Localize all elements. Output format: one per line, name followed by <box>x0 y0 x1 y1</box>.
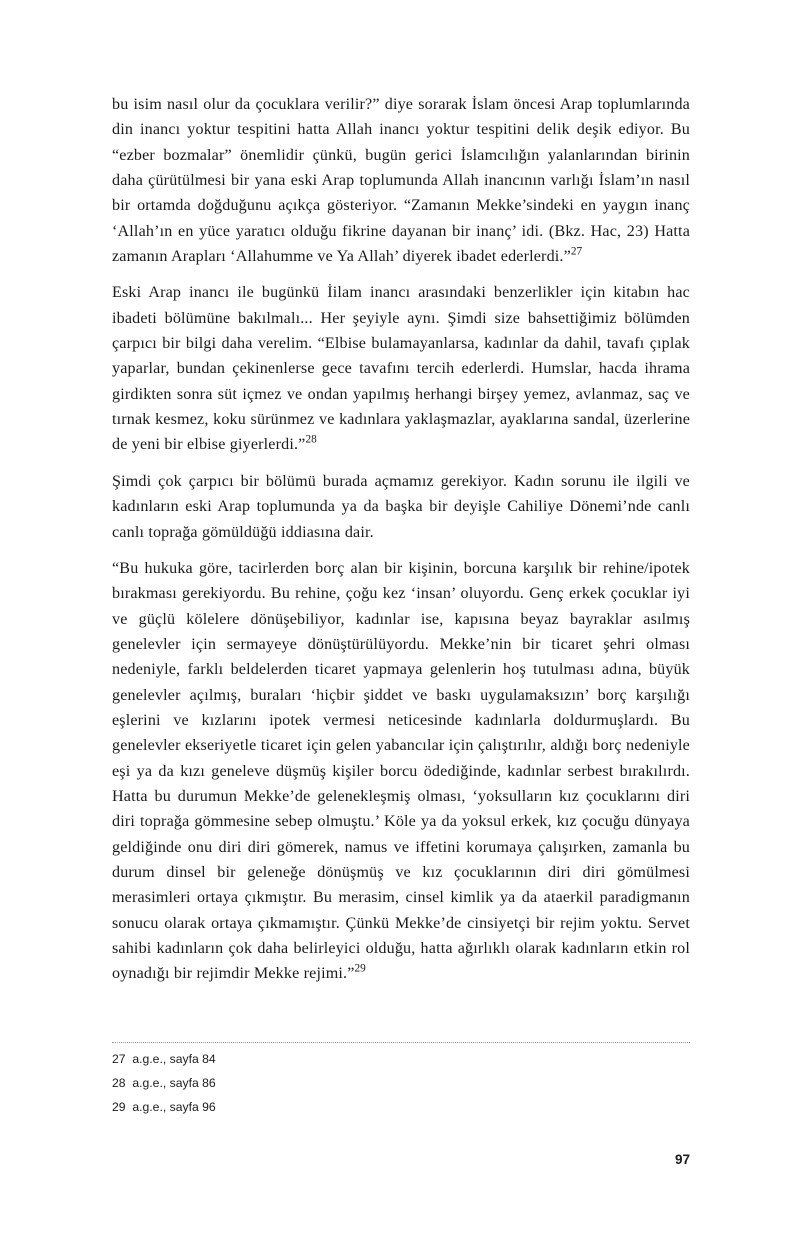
footnote-list <box>112 1047 690 1120</box>
footnote-text: a.g.e., sayfa 96 <box>132 1100 216 1115</box>
footnote-number: 29 <box>112 1100 126 1115</box>
footnote-number: 28 <box>112 1076 126 1091</box>
paragraph-text: bu isim nasıl olur da çocuklara verilir?” diye sorarak İslam öncesi Arap toplumlarında din inancı yoktur tespitini hatta Allah inancı yoktur tespitini delik deşik ediyor. Bu “ezber bozmalar” önemlidir çünkü, bugün gerici İslamcılığın yalanlarından birinin daha çürütülmesi bir yana eski Arap toplumunda Allah inancının varlığı İslam’ın nasıl bir ortamda doğduğunu açıkça gösteriyor. “Zamanın Mekke’sindeki en yaygın inanç ‘Allah’ın en yüce yaratıcı olduğu fikrine dayanan bir inanç’ idi. (Bkz. Hac, 23) Hatta zamanın Arapları ‘Allahumme ve Ya Allah’ diyerek ibadet ederlerdi.” <box>112 96 690 266</box>
body-paragraph <box>112 92 690 269</box>
page-body-text <box>112 92 690 987</box>
paragraph-text: Eski Arap inancı ile bugünkü İilam inancı arasındaki benzerlikler için kitabın hac ibadeti bölümüne bakılmalı... Her şeyiyle aynı. Şimdi size bahsettiğimiz bölümden çarpıcı bir bilgi daha verelim. “Elbise bulamayanlarsa, kadınlar da dahil, tavafı çıplak yaparlar, bundan çekinenlerse gece tavafını tercih ederlerdi. Humslar, hacda ihrama girdikten sonra süt içmez ve ondan yapılmış herhangi birşey yemez, avlanmaz, saç ve tırnak kesmez, koku sürünmez ve kadınlara yaklaşmazlar, ayaklarına sandal, üzerlerine de yeni bir elbise giyerlerdi.” <box>112 284 690 454</box>
footnote-marker[interactable]: 29 <box>354 962 366 975</box>
body-paragraph <box>112 280 690 457</box>
paragraph-text: “Bu hukuka göre, tacirlerden borç alan bir kişinin, borcuna karşılık bir rehine/ipotek bırakması gerekiyordu. Bu rehine, çoğu kez ‘insan’ oluyordu. Genç erkek çocuklar iyi ve güçlü kölelere dönüşebiliyor, kadınlar ise, kapısına beyaz bayraklar asılmış genelevler için sermayeye dönüştürülüyordu. Mekke’nin bir ticaret şehri olması nedeniyle, farklı beldelerden ticaret yapmaya gelenlerin hoş tutulması adına, büyük genelevler açılmış, buraları ‘hiçbir şiddet ve baskı uygulamaksızın’ borç karşılığı eşlerini ve kızlarını ipotek vermesi neticesinde kadınlarla doldurmuşlardı. Bu genelevler ekseriyetle ticaret için gelen yabancılar için çalıştırılır, aldığı borç nedeniyle eşi ya da kızı geneleve düşmüş kişiler borcu ödediğinde, kadınlar serbest bırakılırdı. Hatta bu durumun Mekke’de gelenekleşmiş olması, ‘yoksulların kız çocuklarını diri diri toprağa gömmesine sebep olmuştu.’ Köle ya da yoksul erkek, kız çocuğu dünyaya geldiğinde onu diri diri gömerek, namus ve iffetini korumaya çalışırken, zamanla bu durum dinsel bir geleneğe dönüşmüş ve kız çocuklarının diri diri gömülmesi merasimleri ortaya çıkmıştır. Bu merasim, cinsel kimlik ya da ataerkil paradigmanın sonucu olarak ortaya çıkmamıştır. Çünkü Mekke’de cinsiyetçi bir rejim yoktu. Servet sahibi kadınların çok daha belirleyici olduğu, hatta ağırlıklı olarak kadınların etkin rol oynadığı bir rejimdir Mekke rejimi.” <box>112 559 690 983</box>
footnote-text: a.g.e., sayfa 86 <box>132 1076 216 1091</box>
footnote-separator-rule <box>112 1042 690 1043</box>
body-paragraph <box>112 469 690 545</box>
footnote-marker[interactable]: 28 <box>305 434 317 447</box>
footnote-item <box>112 1047 690 1071</box>
footnote-item <box>112 1071 690 1095</box>
body-paragraph <box>112 556 690 987</box>
footnote-number: 27 <box>112 1052 126 1066</box>
paragraph-text: Şimdi çok çarpıcı bir bölümü burada açmamız gerekiyor. Kadın sorunu ile ilgili ve kadınların eski Arap toplumunda ya da başka bir deyişle Cahiliye Dönemi’nde canlı canlı toprağa gömüldüğü iddiasına dair. <box>112 472 690 541</box>
footnote-text: a.g.e., sayfa 84 <box>132 1052 216 1066</box>
page-number: 97 <box>674 1152 690 1167</box>
footnote-item <box>112 1095 690 1119</box>
footnote-marker[interactable]: 27 <box>570 245 583 258</box>
